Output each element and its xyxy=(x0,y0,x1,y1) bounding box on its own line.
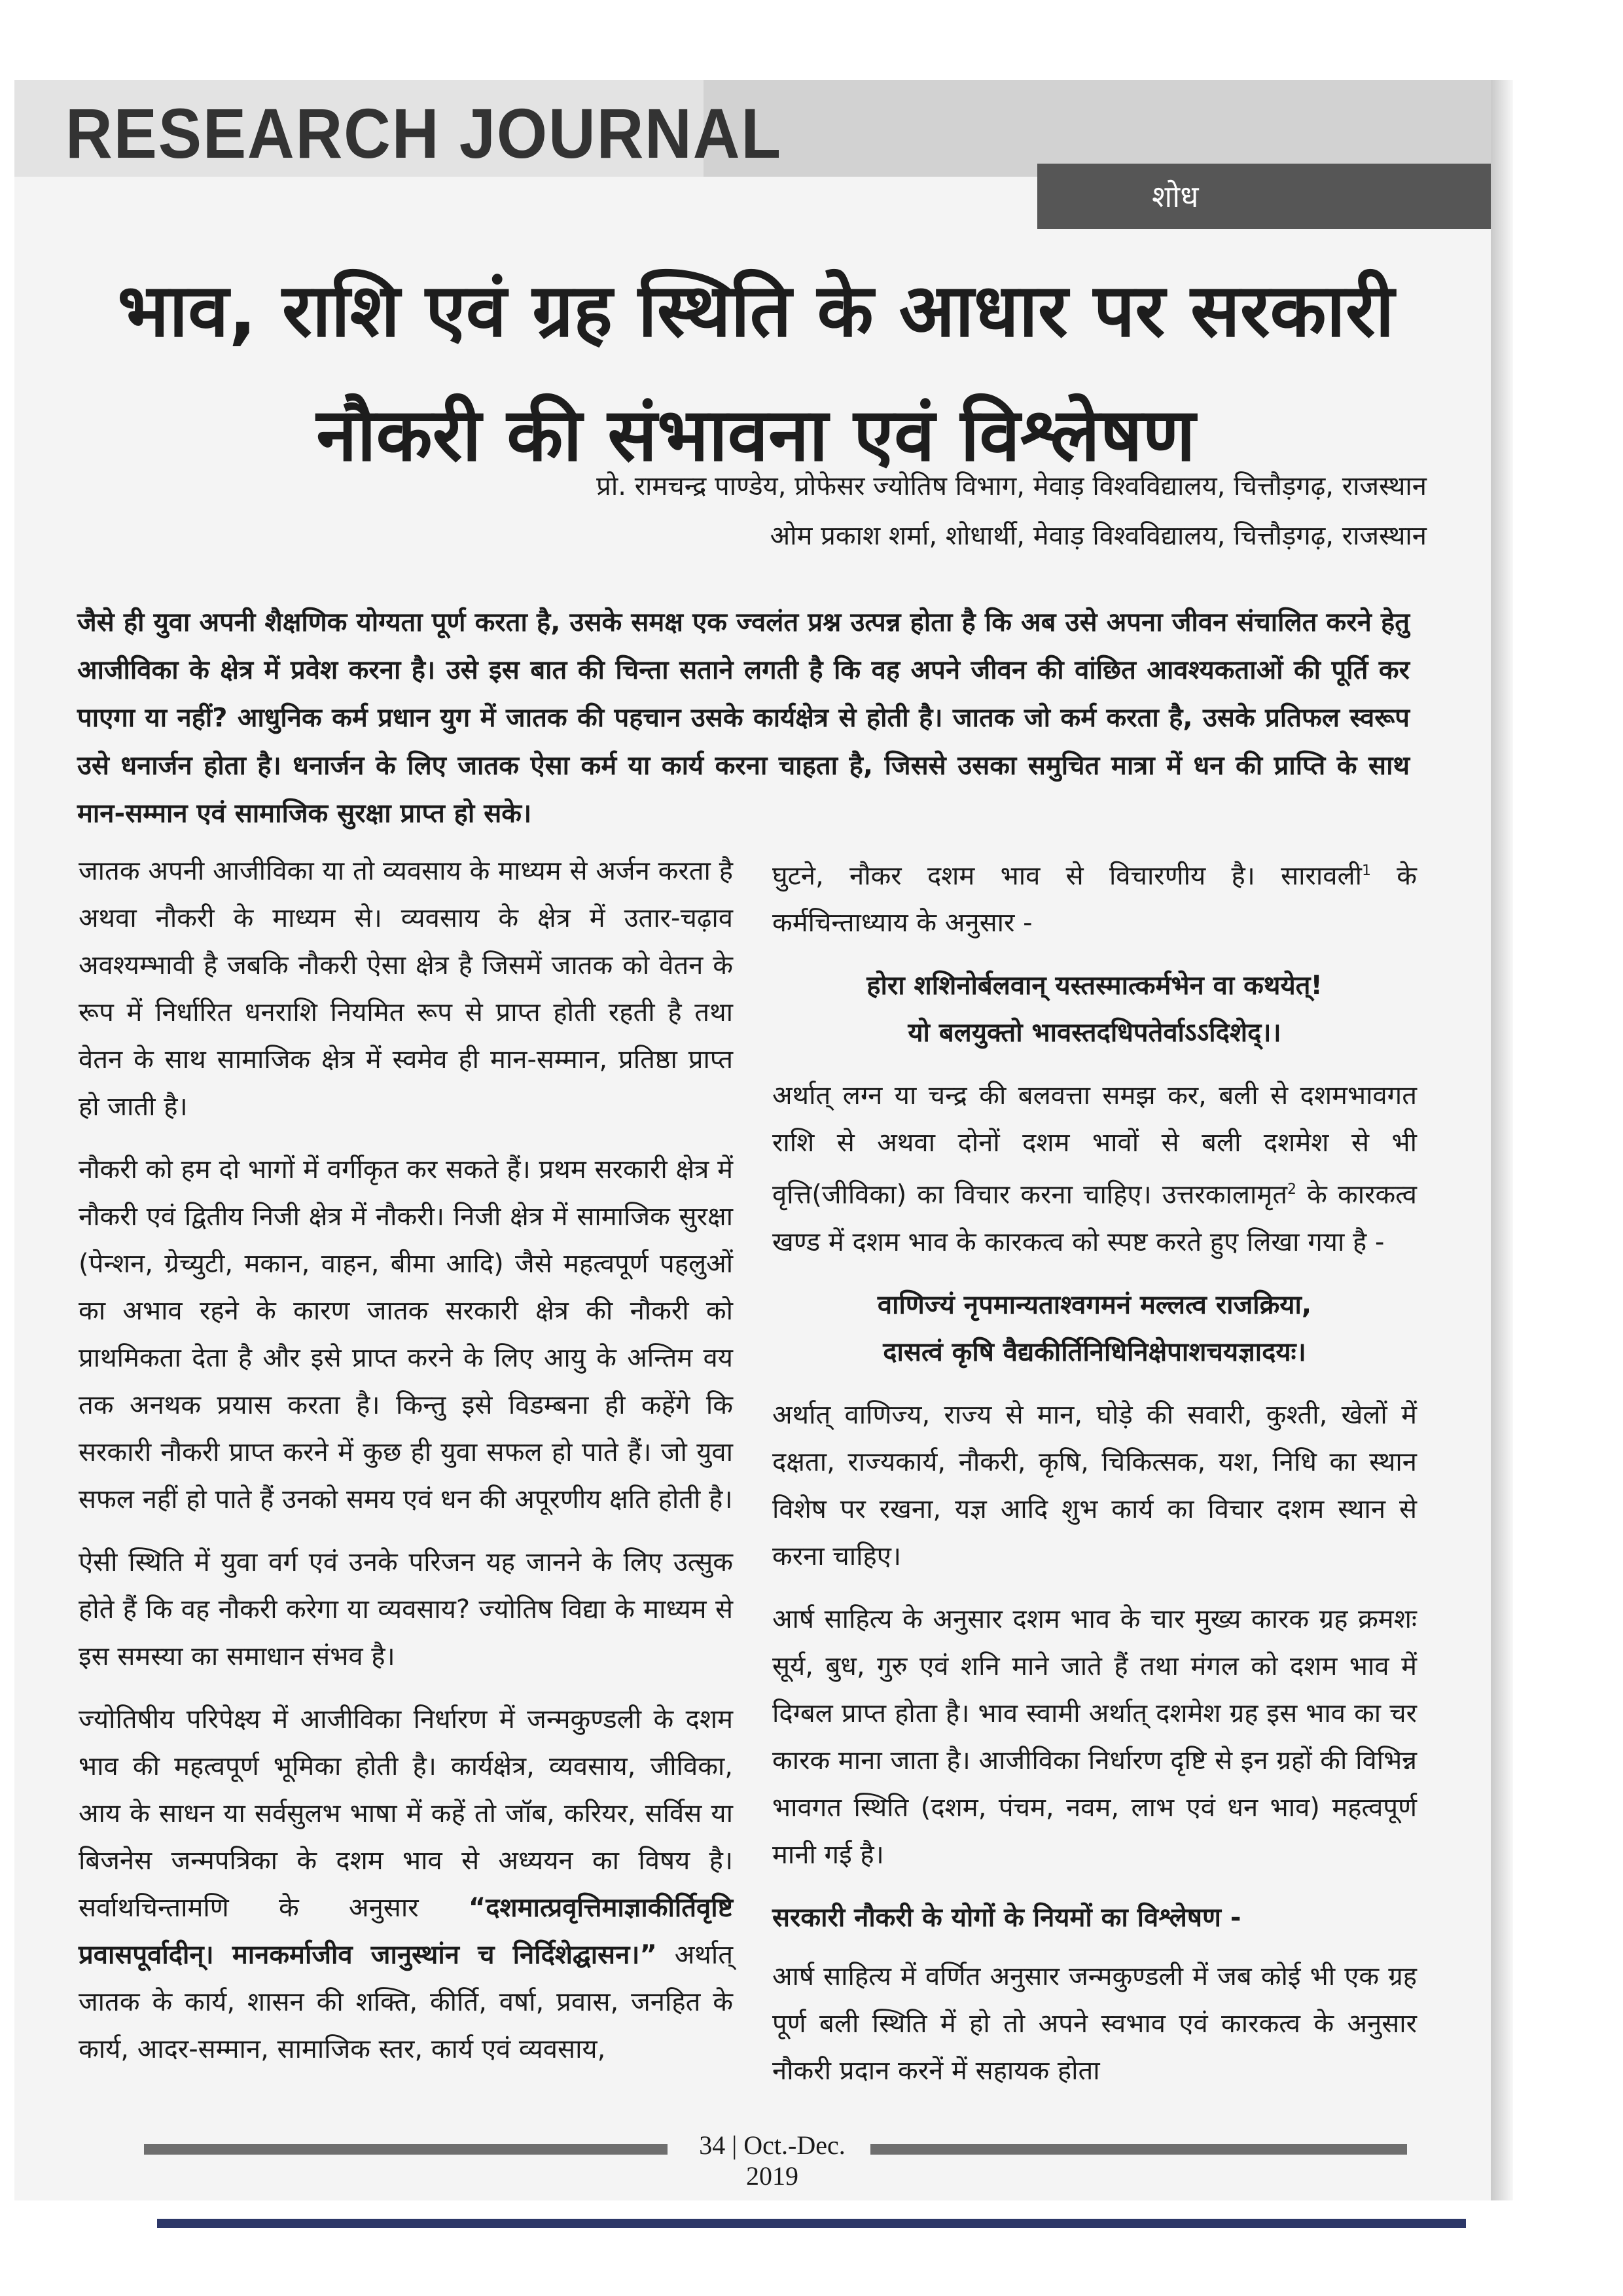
article-title-line2: नौकरी की संभावना एवं विश्लेषण xyxy=(316,393,1196,478)
paragraph-text: के कारकत्व खण्ड में दशम भाव के कारकत्व को स्पष्ट करते हुए लिखा गया है - xyxy=(772,1179,1418,1257)
scanner-edge-strip xyxy=(157,2219,1466,2228)
journal-title: RESEARCH JOURNAL xyxy=(65,94,782,173)
author-1: प्रो. रामचन्द्र पाण्डेय, प्रोफेसर ज्योतिष विभाग, मेवाड़ विश्वविद्यालय, चित्तौड़गढ़, राजस्थान xyxy=(596,471,1427,501)
paragraph xyxy=(79,1696,733,2073)
paragraph-text: अर्थात् लग्न या चन्द्र की बलवत्ता समझ कर, बली से दशमभावगत राशि से अथवा दोनों दशम भावों से बली दशमेश से भी वृत्ति(जीविका) का विचार करना चाहिए। उत्तरकालामृत xyxy=(772,1081,1417,1210)
page-footer xyxy=(144,2130,1407,2191)
verse-block xyxy=(772,962,1417,1056)
footnote-ref: 1 xyxy=(1361,863,1371,879)
section-tab xyxy=(1037,164,1491,229)
verse-line: होरा शशिनोर्बलवान् यस्तस्मात्कर्मभेन वा कथयेत्! xyxy=(866,971,1323,1001)
article-title-line1: भाव, राशि एवं ग्रह स्थिति के आधार पर सरकारी xyxy=(117,268,1395,353)
right-column xyxy=(772,848,1417,2110)
paragraph: आर्ष साहित्य के अनुसार दशम भाव के चार मुख्य कारक ग्रह क्रमशः सूर्य, बुध, गुरु एवं शनि माने जाते हैं तथा मंगल को दशम भाव में दिग्बल प्राप्त होता है। भाव स्वामी अर्थात् दशमेश ग्रह इस भाव का चर कारक माना जाता है। आजीविका निर्धारण दृष्टि से इन ग्रहों की विभिन्न भावगत स्थिति (दशम, पंचम, नवम, लाभ एवं धन भाव) महत्वपूर्ण मानी गई है। xyxy=(772,1604,1417,1870)
paragraph: अर्थात् वाणिज्य, राज्य से मान, घोड़े की सवारी, कुश्ती, खेलों में दक्षता, राज्यकार्य, नौकरी, कृषि, चिकित्सक, यश, निधि का स्थान विशेष पर रखना, यज्ञ आदि शुभ कार्य का विचार दशम स्थान से करना चाहिए। xyxy=(772,1399,1417,1571)
paragraph: ऐसी स्थिति में युवा वर्ग एवं उनके परिजन यह जानने के लिए उत्सुक होते हैं कि वह नौकरी करेगा या व्यवसाय? ज्योतिष विद्या के माध्यम से इस समस्या का समाधान संभव है। xyxy=(79,1547,733,1672)
paragraph: नौकरी को हम दो भागों में वर्गीकृत कर सकते हैं। प्रथम सरकारी क्षेत्र में नौकरी एवं द्वितीय निजी क्षेत्र में नौकरी। निजी क्षेत्र में सामाजिक सुरक्षा (पेन्शन, ग्रेच्युटी, मकान, वाहन, बीमा आदि) जैसे महत्वपूर्ण पहलुओं का अभाव रहने के कारण जातक सरकारी क्षेत्र की नौकरी को प्राथमिकता देता है और इसे प्राप्त करने के लिए आयु के अन्तिम वय तक अनथक प्रयास करता है। किन्तु इसे विडम्बना ही कहेंगे कि सरकारी नौकरी प्राप्त करने में कुछ ही युवा सफल हो पाते हैं। जो युवा सफल नहीं हो पाते हैं उनको समय एवं धन की अपूरणीय क्षति होती है। xyxy=(79,1155,733,1515)
paragraph-text: अर्थात् जातक के कार्य, शासन की शक्ति, कीर्ति, वर्षा, प्रवास, जनहित के कार्य, आदर-सम्मान, सामाजिक स्तर, कार्य एवं व्यवसाय, xyxy=(79,1940,733,2064)
section-label: शोध xyxy=(1152,179,1199,214)
verse-line: वाणिज्यं नृपमान्यताश्वगमनं मल्लत्व राजक्रिया, xyxy=(877,1289,1312,1320)
footnote-ref: 2 xyxy=(1287,1181,1297,1198)
abstract: जैसे ही युवा अपनी शैक्षणिक योग्यता पूर्ण करता है, उसके समक्ष एक ज्वलंत प्रश्न उत्पन्न होता है कि अब उसे अपना जीवन संचालित करने हेतु आजीविका के क्षेत्र में प्रवेश करना है। उसे इस बात की चिन्ता सताने लगती है कि वह अपने जीवन की वांछित आवश्यकताओं की पूर्ति कर पाएगा या नहीं? आधुनिक कर्म प्रधान युग में जातक की पहचान उसके कार्यक्षेत्र से होती है। जातक जो कर्म करता है, उसके प्रतिफल स्वरूप उसे धनार्जन होता है। धनार्जन के लिए जातक ऐसा कर्म या कार्य करना चाहता है, जिससे उसका समुचित मात्रा में धन की प्राप्ति के साथ मान-सम्मान एवं सामाजिक सुरक्षा प्राप्त हो सके। xyxy=(77,607,1410,829)
section-subheading: सरकारी नौकरी के योगों के नियमों का विश्लेषण - xyxy=(772,1902,1241,1933)
paragraph xyxy=(772,848,1417,946)
verse-block xyxy=(772,1282,1417,1376)
author-2: ओम प्रकाश शर्मा, शोधार्थी, मेवाड़ विश्वविद्यालय, चित्तौड़गढ़, राजस्थान xyxy=(770,521,1427,551)
paragraph-text: घुटने, नौकर दशम भाव से विचारणीय है। सारावली xyxy=(772,861,1362,891)
paragraph xyxy=(772,1072,1417,1265)
paragraph: आर्ष साहित्य में वर्णित अनुसार जन्मकुण्डली में जब कोई भी एक ग्रह पूर्ण बली स्थिति में हो तो अपने स्वभाव एवं कारकत्व के अनुसार नौकरी प्रदान करनें में सहायक होता xyxy=(772,1961,1417,2086)
verse-line: दासत्वं कृषि वैद्यकीर्तिनिधिनिक्षेपाशचयज्ञादयः। xyxy=(883,1336,1306,1367)
paragraph-text: के कर्मचिन्ताध्याय के अनुसार - xyxy=(772,861,1417,939)
paragraph: जातक अपनी आजीविका या तो व्यवसाय के माध्यम से अर्जन करता है अथवा नौकरी के माध्यम से। व्यवसाय के क्षेत्र में उतार-चढ़ाव अवश्यम्भावी है जबकि नौकरी ऐसा क्षेत्र है जिसमें जातक को वेतन के रूप में निर्धारित धनराशि नियमित रूप से प्राप्त होती रहती है तथा वेतन के साथ सामाजिक क्षेत्र में स्वमेव ही मान-सम्मान, प्रतिष्ठा प्राप्त हो जाती है। xyxy=(79,856,733,1122)
verse-line: यो बलयुक्तो भावस्तदधिपतेर्वाऽऽदिशेद्।। xyxy=(908,1018,1281,1049)
footer-rule-right xyxy=(870,2144,1407,2155)
article-title xyxy=(39,249,1472,497)
page-edge-shadow xyxy=(1491,80,1513,2200)
footer-rule-left xyxy=(144,2144,668,2155)
paragraph-text: ज्योतिषीय परिपेक्ष्य में आजीविका निर्धारण में जन्मकुण्डली के दशम भाव की महत्वपूर्ण भूमिका होती है। कार्यक्षेत्र, व्यवसाय, जीविका, आय के साधन या सर्वसुलभ भाषा में कहें तो जॉब, करियर, सर्विस या बिजनेस जन्मपत्रिका के दशम भाव से अध्ययन का विषय है। सर्वाथचिन्तामणि के अनुसार xyxy=(79,1704,733,1923)
left-column xyxy=(79,848,733,2089)
page-number: 34 | Oct.-Dec. 2019 xyxy=(699,2130,846,2191)
header-band-right xyxy=(704,80,1491,177)
author-block xyxy=(596,461,1427,561)
sanskrit-quote: “दशमात्प्रवृत्तिमाज्ञाकीर्तिवृष्टि प्रवासपूर्वादीन्। मानकर्माजीव जानुस्थांन च निर्दिशेद्घासन।” xyxy=(79,1893,733,1970)
